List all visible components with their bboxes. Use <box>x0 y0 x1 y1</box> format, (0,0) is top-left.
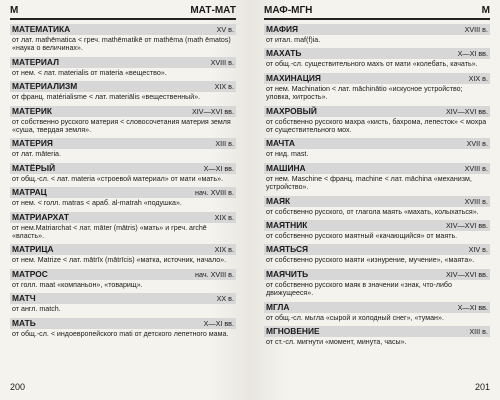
entry-date: XVIII в. <box>210 57 234 67</box>
dictionary-entry <box>10 212 236 241</box>
entry-headword-bar <box>264 220 490 231</box>
entry-date: XIX в. <box>468 73 488 83</box>
entry-headword-bar <box>264 326 490 337</box>
entry-date: X—XI вв. <box>457 302 488 312</box>
entry-headword: МАТЕРИК <box>12 105 53 116</box>
dictionary-entry <box>10 24 236 53</box>
entry-date: XIV—XVI вв. <box>446 269 488 279</box>
entry-headword-bar <box>10 244 236 255</box>
entry-headword-bar <box>264 269 490 280</box>
dictionary-entry <box>10 81 236 101</box>
entry-date: XIX в. <box>214 212 234 222</box>
entry-date: нач. XVIII в. <box>195 269 234 279</box>
entry-etymology: от собственно русского материя < словосочетания материя земля «суша, твердая земля». <box>12 117 231 135</box>
entry-headword: МАТРИЦА <box>12 244 54 255</box>
entry-date: XVIII в. <box>464 196 488 206</box>
entry-etymology: от лат. mathēmatica < греч. mathēmatikē от mathēma (math ēmatos) «наука о величинах». <box>12 36 231 53</box>
entry-date: XIX в. <box>214 245 234 255</box>
entry-headword: МАТЁРЫЙ <box>12 162 56 173</box>
entry-headword: МАТРИАРХАТ <box>12 211 69 222</box>
running-header <box>10 4 236 20</box>
entry-etymology: от нем.Matriarchat < лат. māter (mātris) «мать» и греч. archē «власть». <box>12 223 207 241</box>
entry-etymology: от нем. < голл. matras < араб. al-matrah «подушка». <box>12 199 182 208</box>
entry-date: XVII в. <box>466 139 488 149</box>
entry-headword-bar <box>10 269 236 280</box>
entry-date: XV в. <box>216 25 234 34</box>
entry-headword: МАЯК <box>266 195 291 206</box>
dictionary-entry <box>10 106 236 135</box>
entry-headword: МАШИНА <box>266 162 306 173</box>
entry-headword-bar <box>10 138 236 149</box>
dictionary-entry <box>10 244 236 264</box>
dictionary-entry <box>264 269 490 298</box>
dictionary-entry <box>10 187 236 207</box>
entry-headword: МАЧТА <box>266 138 295 149</box>
entry-date: нач. XVIII в. <box>195 188 234 198</box>
entry-headword-bar <box>10 81 236 92</box>
dictionary-entry <box>10 269 236 289</box>
page-number: 200 <box>10 382 26 392</box>
entry-headword: МАТЬ <box>12 317 36 328</box>
entry-date: X—XI вв. <box>203 163 234 173</box>
entry-headword-bar <box>264 196 490 207</box>
entry-etymology: от ст.-сл. мигнути «момент, минута, часы». <box>266 338 407 347</box>
header-letter: М <box>10 5 19 16</box>
entry-headword-bar <box>10 293 236 304</box>
dictionary-entry <box>264 302 490 322</box>
entry-etymology: от нид. mast. <box>266 150 309 159</box>
entry-headword: МАТЧ <box>12 293 36 304</box>
dictionary-entry <box>264 220 490 240</box>
entry-headword: МАТРАЦ <box>12 187 47 198</box>
header-range: МАФ-МГН <box>264 5 313 16</box>
entry-date: X—XI вв. <box>457 49 488 59</box>
entry-headword-bar <box>10 187 236 198</box>
entry-headword-bar <box>10 212 236 223</box>
running-header <box>264 4 490 20</box>
entry-date: XIII в. <box>215 139 234 149</box>
entry-headword-bar <box>264 106 490 117</box>
entry-headword: МАФИЯ <box>266 24 299 34</box>
entry-etymology: от общ.-сл. < индоевропейского mati от детского лепетного мама. <box>12 329 229 338</box>
entry-headword-bar <box>10 24 236 35</box>
entry-etymology: от собственно русского, от глагола маять «махать, колыхаться». <box>266 207 479 216</box>
entry-headword: МГЛА <box>266 301 290 312</box>
entry-etymology: от общ.-сл. мьгла «сырой и холодный снег», «туман». <box>266 313 444 322</box>
entry-headword-bar <box>10 106 236 117</box>
dictionary-entry <box>264 244 490 264</box>
entry-etymology: от англ. match. <box>12 305 61 314</box>
entry-list <box>10 24 236 338</box>
entry-headword: МАТЕРИАЛИЗМ <box>12 81 78 92</box>
entry-headword: МАХИНАЦИЯ <box>266 72 321 83</box>
dictionary-entry <box>264 163 490 192</box>
header-letter: М <box>481 5 490 16</box>
dictionary-entry <box>10 293 236 313</box>
entry-date: XVIII в. <box>464 163 488 173</box>
entry-headword-bar <box>264 24 490 35</box>
entry-headword: МГНОВЕНИЕ <box>266 326 320 337</box>
entry-headword-bar <box>10 318 236 329</box>
entry-headword-bar <box>264 244 490 255</box>
entry-etymology: от общ.-сл. существительного махъ от мати «колебать, качать». <box>266 60 478 69</box>
entry-date: XIII в. <box>469 327 488 337</box>
entry-headword: МАЯТЬСЯ <box>266 244 309 255</box>
entry-headword: МАХАТЬ <box>266 48 302 59</box>
entry-etymology: от собственно русского маяк в значении «знак, что-либо движущееся». <box>266 280 452 298</box>
entry-date: XIV—XVI вв. <box>446 106 488 116</box>
dictionary-entry <box>264 196 490 216</box>
entry-etymology: от нем. < лат. materialis от materia «вещество». <box>12 68 167 77</box>
dictionary-entry <box>264 138 490 158</box>
dictionary-entry <box>264 24 490 44</box>
dictionary-entry <box>10 163 236 183</box>
entry-date: XIX в. <box>214 82 234 92</box>
dictionary-entry <box>10 138 236 158</box>
entry-headword-bar <box>264 302 490 313</box>
entry-headword: МАТРОС <box>12 268 48 279</box>
entry-etymology: от нем. Matrize < лат. mātrīx (mātrīcis) «матка, источник, начало». <box>12 256 227 265</box>
page-number: 201 <box>474 382 490 392</box>
entry-date: XIV—XVI вв. <box>446 221 488 231</box>
dictionary-entry <box>264 326 490 346</box>
entry-etymology: от нем. Machination < лат. māchinātio «искусное устройство; уловка, хитрость». <box>266 84 463 102</box>
entry-headword: МАЯТНИК <box>266 220 308 231</box>
dictionary-entry <box>264 48 490 68</box>
dictionary-entry <box>264 106 490 135</box>
entry-headword: МАТЕМАТИКА <box>12 24 71 34</box>
entry-list <box>264 24 490 347</box>
dictionary-entry <box>10 318 236 338</box>
entry-etymology: от франц. matérialisme < лат. materiālis «вещественный». <box>12 93 201 102</box>
entry-headword-bar <box>264 163 490 174</box>
entry-headword-bar <box>264 73 490 84</box>
entry-headword-bar <box>264 48 490 59</box>
entry-headword-bar <box>264 138 490 149</box>
entry-headword: МАТЕРИЯ <box>12 138 53 149</box>
entry-etymology: от нем. Maschine < франц. machine < лат. māchina «механизм, устройство». <box>266 174 472 192</box>
entry-date: XIV—XVI вв. <box>192 106 234 116</box>
entry-etymology: от голл. maat «компаньон», «товарищ». <box>12 280 143 289</box>
entry-headword: МАХРОВЫЙ <box>266 105 317 116</box>
entry-date: XIV в. <box>468 245 488 255</box>
entry-headword-bar <box>10 163 236 174</box>
entry-headword-bar <box>10 57 236 68</box>
dictionary-entry <box>10 57 236 77</box>
right-page <box>250 0 500 400</box>
entry-etymology: от итал. maf(f)ia. <box>266 36 321 44</box>
entry-date: X—XI вв. <box>203 318 234 328</box>
entry-headword: МАЯЧИТЬ <box>266 268 309 279</box>
entry-date: XVIII в. <box>464 25 488 34</box>
dictionary-entry <box>264 73 490 102</box>
entry-date: XX в. <box>216 294 234 304</box>
entry-etymology: от собственно русского махра «кисть, бахрома, лепесток» < мохра от существительного мох. <box>266 117 487 135</box>
entry-etymology: от собственно русского маяти «изнурение, мучение», «маята». <box>266 256 475 265</box>
header-range: МАТ-МАТ <box>190 5 236 16</box>
entry-headword: МАТЕРИАЛ <box>12 56 59 67</box>
entry-etymology: от собственно русского маятный «качающийся» от маять. <box>266 232 458 241</box>
entry-etymology: от лат. māteria. <box>12 150 61 159</box>
entry-etymology: от общ.-сл. < лат. materia «строевой материал» от мати «мать». <box>12 174 224 183</box>
